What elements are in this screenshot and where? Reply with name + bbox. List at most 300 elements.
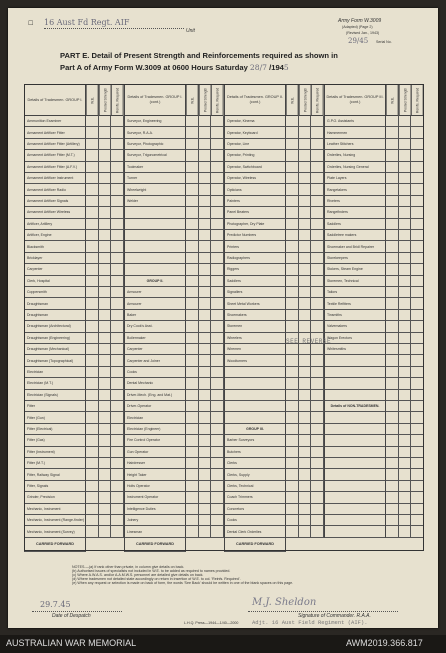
trade-row: [324, 469, 386, 480]
strength-cell: [186, 435, 199, 446]
strength-cell: [186, 264, 199, 275]
strength-cell: [299, 515, 312, 526]
strength-cell: [86, 196, 99, 207]
strength-cell: [186, 458, 199, 469]
trade-row: Storemen, Technical: [324, 276, 386, 287]
trade-row: [324, 526, 386, 537]
strength-cell: [411, 378, 424, 389]
strength-cell: [299, 127, 312, 138]
strength-cell: [199, 424, 212, 435]
trade-row: Opticians: [224, 184, 286, 195]
strength-cell: [286, 150, 299, 161]
strength-cell: [186, 196, 199, 207]
strength-cell: [386, 469, 399, 480]
strength-cell: [411, 492, 424, 503]
strength-cell: [411, 207, 424, 218]
trade-row: Driver-Mech. (Eng. and Mat.): [124, 390, 186, 401]
strength-cell: [86, 412, 99, 423]
strength-cell: [411, 526, 424, 537]
strength-cell: [111, 355, 124, 366]
strength-cell: [99, 253, 112, 264]
strength-cell: [386, 390, 399, 401]
trade-row: [124, 207, 186, 218]
strength-cell: [199, 264, 212, 275]
strength-cell: [199, 207, 212, 218]
strength-cell: [111, 401, 124, 412]
trade-row: Gun Operator: [124, 447, 186, 458]
strength-cell: [99, 219, 112, 230]
trade-row: Draughtsman (Architectural): [24, 321, 86, 332]
strength-cell: [411, 424, 424, 435]
strength-cell: [299, 184, 312, 195]
trade-row: Signallers: [224, 287, 286, 298]
strength-cell: [99, 447, 112, 458]
strength-cell: [111, 504, 124, 515]
trade-row: Leather Stitchers: [324, 139, 386, 150]
strength-cell: [99, 310, 112, 321]
trade-row: Riveters: [324, 196, 386, 207]
trade-row: Operator, Kinema: [224, 116, 286, 127]
strength-cell: [199, 139, 212, 150]
trade-row: Baker: [124, 310, 186, 321]
trade-row: Height Taker: [124, 469, 186, 480]
strength-cell: [111, 367, 124, 378]
strength-cell: [411, 139, 424, 150]
strength-cell: [199, 344, 212, 355]
strength-cell: [211, 447, 224, 458]
strength-cell: [299, 276, 312, 287]
strength-cell: [86, 435, 99, 446]
strength-cell: [311, 447, 324, 458]
strength-cell: [186, 150, 199, 161]
strength-cell: [186, 526, 199, 537]
strength-cell: [111, 321, 124, 332]
strength-cell: [286, 253, 299, 264]
unit-label: Unit: [186, 28, 195, 34]
trade-row: Mechanic, Instrument (Survey): [24, 526, 86, 537]
strength-cell: [211, 424, 224, 435]
trade-row: Cooks: [224, 515, 286, 526]
subheader-2-3: Reinfs. Required: [211, 84, 224, 116]
strength-cell: [211, 139, 224, 150]
strength-cell: [311, 412, 324, 423]
strength-cell: [99, 127, 112, 138]
strength-cell: [286, 526, 299, 537]
trade-row: Armament Artificer Fitter: [24, 127, 86, 138]
note-d: (d) Where tradesmen not detailed state accordingly on return in insertion of W.E. to col. 'Reinfs. Required'.: [72, 577, 241, 581]
trade-row: Carpenter and Joiner: [124, 355, 186, 366]
strength-cell: [111, 447, 124, 458]
trade-row: [124, 219, 186, 230]
strength-cell: [411, 367, 424, 378]
strength-cell: [299, 196, 312, 207]
strength-cell: [411, 298, 424, 309]
trade-row: GROUP III.: [224, 424, 286, 435]
strength-cell: [311, 481, 324, 492]
strength-cell: [311, 321, 324, 332]
strength-cell: [311, 469, 324, 480]
strength-cell: [111, 127, 124, 138]
strength-cell: [199, 184, 212, 195]
strength-cell: [399, 139, 412, 150]
trade-row: Textile Refitters: [324, 298, 386, 309]
unit-line: [44, 28, 184, 29]
strength-cell: [386, 367, 399, 378]
trade-row: Fitter, Signals: [24, 481, 86, 492]
strength-cell: [86, 241, 99, 252]
trade-row: Fitter (Instrument): [24, 447, 86, 458]
strength-cell: [411, 469, 424, 480]
strength-cell: [286, 207, 299, 218]
footer-bar: [0, 635, 446, 653]
trade-row: Riggers: [224, 264, 286, 275]
strength-cell: [299, 162, 312, 173]
strength-cell: [86, 321, 99, 332]
strength-cell: [411, 481, 424, 492]
trade-row: Butchers: [224, 447, 286, 458]
strength-cell: [386, 287, 399, 298]
strength-cell: [399, 355, 412, 366]
subheader-3-1: W.E.: [286, 84, 299, 116]
strength-cell: [186, 241, 199, 252]
strength-cell: [386, 219, 399, 230]
strength-cell: [311, 207, 324, 218]
strength-cell: [86, 344, 99, 355]
trade-row: [124, 253, 186, 264]
trade-row: [324, 447, 386, 458]
strength-cell: [111, 526, 124, 537]
strength-cell: [399, 298, 412, 309]
trade-row: [324, 355, 386, 366]
strength-cell: [311, 435, 324, 446]
subheader-1-3: Reinfs. Required: [111, 84, 124, 116]
subheader-2-1: W.E.: [186, 84, 199, 116]
trade-row: [224, 401, 286, 412]
notes: [72, 565, 293, 585]
strength-cell: [411, 515, 424, 526]
trade-row: [324, 435, 386, 446]
strength-cell: [311, 162, 324, 173]
strength-cell: [399, 207, 412, 218]
strength-cell: [211, 173, 224, 184]
trade-row: Fitter: [24, 401, 86, 412]
strength-cell: [411, 321, 424, 332]
trade-row: Draughtsman (Mechanical): [24, 344, 86, 355]
strength-cell: [86, 492, 99, 503]
strength-cell: [311, 526, 324, 537]
trade-row: [224, 378, 286, 389]
form-name: Army Form W.3009: [338, 18, 382, 24]
trade-row: Sheet Metal Workers: [224, 298, 286, 309]
trade-row: Surveyor, Photographic: [124, 139, 186, 150]
trade-row: Armament Artificer Fitter (M.T.): [24, 150, 86, 161]
strength-cell: [99, 469, 112, 480]
trade-row: Armament Artificer Fitter (Artillery): [24, 139, 86, 150]
unit-prefix-box: ☐: [28, 21, 34, 27]
signature: M.J. Sheldon: [252, 597, 317, 608]
strength-cell: [286, 355, 299, 366]
strength-cell: [211, 412, 224, 423]
strength-cell: [386, 230, 399, 241]
strength-cell: [286, 321, 299, 332]
trade-row: Rangetakers: [324, 184, 386, 195]
strength-cell: [299, 207, 312, 218]
strength-cell: [211, 333, 224, 344]
strength-cell: [99, 241, 112, 252]
strength-cell: [311, 150, 324, 161]
strength-cell: [199, 127, 212, 138]
strength-cell: [99, 526, 112, 537]
trade-row: Armament Artificer Fitter (A.F.V.): [24, 162, 86, 173]
strength-cell: [399, 469, 412, 480]
trade-row: Concretors: [224, 504, 286, 515]
subheader-2-2: Posted Strength: [199, 84, 212, 116]
trade-row: Saddlers: [324, 219, 386, 230]
strength-cell: [199, 253, 212, 264]
strength-cell: [199, 196, 212, 207]
strength-cell: [186, 469, 199, 480]
strength-cell: [411, 276, 424, 287]
strength-cell: [286, 378, 299, 389]
strength-cell: [286, 504, 299, 515]
form-revised: (Revised Jan., 1943): [346, 31, 380, 35]
strength-cell: [386, 196, 399, 207]
strength-cell: [399, 378, 412, 389]
strength-cell: [399, 367, 412, 378]
title-line2: Part A of Army Form W.3009 at 0600 Hours Saturday 28/7 /1945: [60, 63, 289, 72]
strength-cell: [199, 447, 212, 458]
strength-cell: [211, 207, 224, 218]
strength-cell: [386, 253, 399, 264]
trade-row: Clerks, Supply: [224, 469, 286, 480]
strength-cell: [86, 515, 99, 526]
trade-row: Electrician (Engineer): [124, 424, 186, 435]
unit-value: 16 Aust Fd Regt. AIF: [44, 18, 130, 27]
strength-cell: [186, 333, 199, 344]
strength-cell: [286, 162, 299, 173]
strength-cell: [299, 355, 312, 366]
strength-cell: [399, 241, 412, 252]
strength-cell: [99, 435, 112, 446]
strength-cell: [86, 162, 99, 173]
strength-cell: [111, 173, 124, 184]
strength-cell: [411, 458, 424, 469]
strength-cell: [286, 184, 299, 195]
strength-cell: [399, 412, 412, 423]
trade-row: Woodturners: [224, 355, 286, 366]
strength-cell: [186, 116, 199, 127]
strength-cell: [211, 515, 224, 526]
strength-cell: [199, 241, 212, 252]
strength-cell: [86, 264, 99, 275]
trade-row: Welder: [124, 196, 186, 207]
strength-cell: [86, 310, 99, 321]
strength-cell: [399, 481, 412, 492]
strength-cell: [311, 173, 324, 184]
strength-cell: [199, 481, 212, 492]
strength-table: [24, 84, 424, 551]
strength-cell: [211, 162, 224, 173]
strength-cell: [99, 412, 112, 423]
trade-row: Dry Cook's Asst.: [124, 321, 186, 332]
trade-row: Draughtsman (Topographical): [24, 355, 86, 366]
strength-cell: [286, 173, 299, 184]
trade-row: Instrument Operator: [124, 492, 186, 503]
strength-cell: [386, 276, 399, 287]
trade-row: Valvemakers: [324, 321, 386, 332]
strength-cell: [211, 344, 224, 355]
collection-name: AUSTRALIAN WAR MEMORIAL: [6, 638, 137, 648]
strength-cell: [186, 173, 199, 184]
strength-cell: [111, 333, 124, 344]
strength-cell: [111, 241, 124, 252]
strength-cell: [386, 435, 399, 446]
strength-cell: [399, 447, 412, 458]
printer-line: L.H.Q. Press—1944—1/40—2000: [184, 621, 239, 625]
trade-row: [324, 424, 386, 435]
strength-cell: [311, 127, 324, 138]
trade-row: Electrician (M.T.): [24, 378, 86, 389]
strength-cell: [299, 492, 312, 503]
strength-cell: [111, 435, 124, 446]
strength-cell: [399, 401, 412, 412]
strength-cell: [186, 390, 199, 401]
strength-cell: [311, 355, 324, 366]
trade-row: Intelligence Duties: [124, 504, 186, 515]
strength-cell: [299, 447, 312, 458]
strength-cell: [286, 219, 299, 230]
trade-row: Armourer: [124, 298, 186, 309]
carried-forward-label: CARRIED FORWARD: [224, 538, 286, 552]
strength-cell: [299, 173, 312, 184]
strength-cell: [111, 458, 124, 469]
subheader-4-3: Reinfs. Required: [411, 84, 424, 116]
trade-row: [124, 264, 186, 275]
strength-cell: [186, 298, 199, 309]
strength-cell: [411, 344, 424, 355]
date-value: 28/7: [249, 63, 267, 72]
strength-cell: [299, 298, 312, 309]
note-c: (c) Where A.W.A.S. and/or A.A.M.W.S. personnel are detailed give details on back.: [72, 573, 204, 577]
strength-cell: [299, 116, 312, 127]
strength-cell: [111, 196, 124, 207]
strength-cell: [186, 321, 199, 332]
strength-cell: [286, 435, 299, 446]
strength-cell: [286, 447, 299, 458]
strength-cell: [199, 310, 212, 321]
strength-cell: [211, 298, 224, 309]
note-e: (e) When any request or selection is made on back of form, the words 'See Back' should be written in one of the blank spaces on this page.: [72, 581, 294, 585]
trade-row: Fitter (Gas): [24, 435, 86, 446]
subheader-4-2: Posted Strength: [399, 84, 412, 116]
accession-number: AWM2019.366.817: [346, 638, 423, 648]
strength-cell: [211, 367, 224, 378]
strength-cell: [386, 378, 399, 389]
strength-cell: [99, 321, 112, 332]
trade-row: Draughtsman: [24, 310, 86, 321]
strength-cell: [399, 173, 412, 184]
strength-cell: [99, 298, 112, 309]
strength-cell: [199, 492, 212, 503]
strength-cell: [86, 230, 99, 241]
strength-cell: [186, 412, 199, 423]
strength-cell: [299, 321, 312, 332]
strength-cell: [286, 196, 299, 207]
strength-cell: [111, 253, 124, 264]
strength-cell: [211, 378, 224, 389]
column-header-3: Details of Tradesmen. GROUP II. (cont.): [224, 84, 286, 116]
trade-row: [124, 241, 186, 252]
trade-row: Painters: [224, 196, 286, 207]
trade-row: Photographer, Dry Plate: [224, 219, 286, 230]
strength-cell: [286, 424, 299, 435]
strength-cell: [411, 390, 424, 401]
strength-cell: [211, 390, 224, 401]
trade-row: Electrician: [124, 412, 186, 423]
trade-row: GROUP II.: [124, 276, 186, 287]
strength-cell: [299, 230, 312, 241]
strength-cell: [99, 196, 112, 207]
strength-cell: [386, 127, 399, 138]
serial-value: 29/45: [348, 37, 369, 45]
despatch-line: [32, 611, 122, 612]
trade-row: Wheelers: [224, 333, 286, 344]
strength-cell: [86, 184, 99, 195]
trade-row: Carpenter: [24, 264, 86, 275]
strength-cell: [386, 162, 399, 173]
strength-cell: [86, 173, 99, 184]
strength-cell: [99, 162, 112, 173]
strength-cell: [386, 526, 399, 537]
trade-row: Boilermaker: [124, 333, 186, 344]
strength-cell: [299, 344, 312, 355]
strength-cell: [211, 321, 224, 332]
strength-cell: [399, 150, 412, 161]
strength-cell: [399, 424, 412, 435]
trade-row: Surveyor, Engineering: [124, 116, 186, 127]
strength-cell: [199, 230, 212, 241]
strength-cell: [111, 276, 124, 287]
strength-cell: [399, 253, 412, 264]
strength-cell: [199, 367, 212, 378]
strength-cell: [299, 287, 312, 298]
trade-row: Artificer, Engine: [24, 230, 86, 241]
trade-row: Saddlers: [224, 276, 286, 287]
strength-cell: [299, 390, 312, 401]
subheader-4-1: W.E.: [386, 84, 399, 116]
strength-cell: [186, 401, 199, 412]
strength-cell: [411, 504, 424, 515]
strength-cell: [286, 127, 299, 138]
strength-cell: [99, 481, 112, 492]
trade-row: Fitter (M.T.): [24, 458, 86, 469]
trade-row: Fitter (Electrical): [24, 424, 86, 435]
strength-cell: [299, 378, 312, 389]
strength-cell: [311, 504, 324, 515]
strength-cell: [399, 196, 412, 207]
strength-cell: [86, 447, 99, 458]
strength-cell: [386, 447, 399, 458]
strength-cell: [99, 458, 112, 469]
column-header-4: Details of Tradesmen. GROUP III. (cont.): [324, 84, 386, 116]
strength-cell: [311, 424, 324, 435]
strength-cell: [86, 469, 99, 480]
strength-cell: [299, 435, 312, 446]
strength-cell: [111, 264, 124, 275]
carried-forward-label: CARRIED FORWARD: [124, 538, 186, 552]
strength-cell: [411, 333, 424, 344]
strength-cell: [311, 298, 324, 309]
